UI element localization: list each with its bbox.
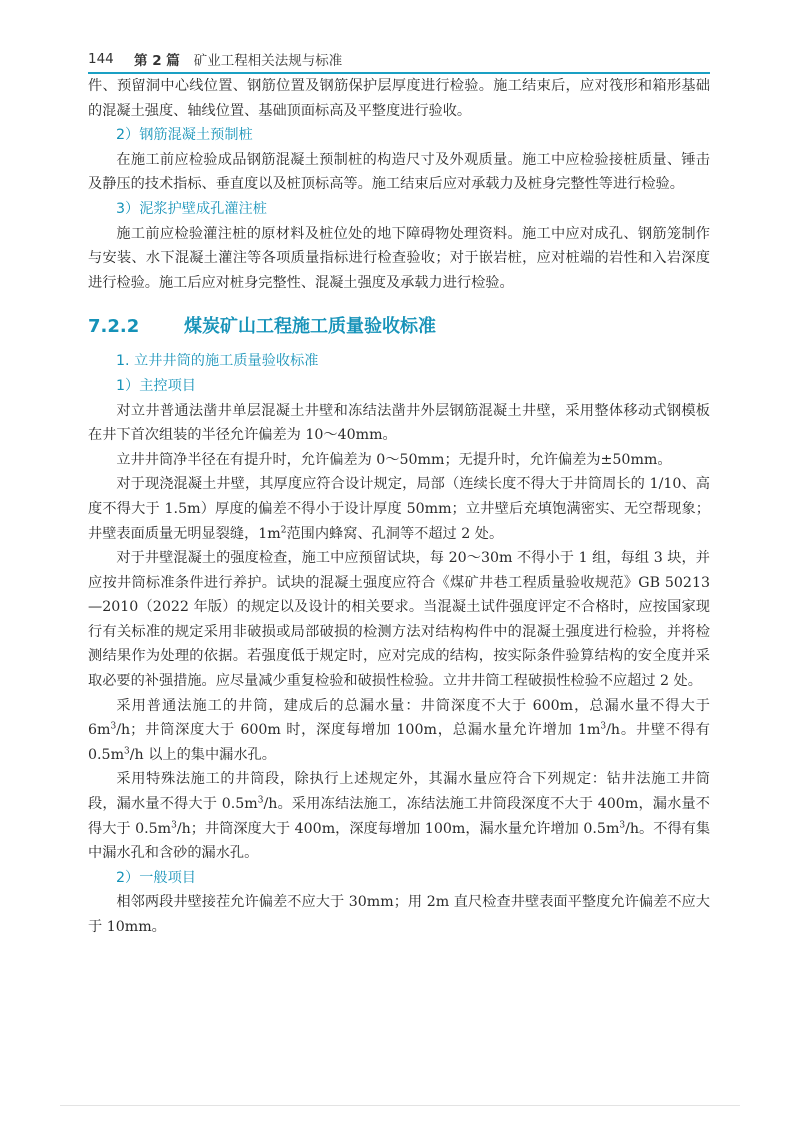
- bottom-rule: [60, 1105, 740, 1106]
- text-run: 采用特殊法施工的井筒段，除执行上述规定外，其漏水量应符合下列规定：钻井法施工井筒段，漏水量不得大于 0.5m: [88, 771, 710, 813]
- paragraph-intro: 件、预留洞中心线位置、钢筋位置及钢筋保护层厚度进行检验。施工结束后，应对筏形和箱形基础的混凝土强度、轴线位置、基础顶面标高及平整度进行验收。: [88, 78, 710, 119]
- paragraph-main-3: [88, 472, 710, 546]
- paragraph-main-4: 对于井壁混凝土的强度检查，施工中应预留试块，每 20～30m 不得小于 1 组，每组 3 块，并应按井筒标准条件进行养护。试块的混凝土强度应符合《煤矿井巷工程质量验收规范》GB 50213—2010（2022 年版）的规定以及设计的相关要求。当混凝土试件强度评定不合格时，应按国家现行有关标准的规定采用非破损或局部破损的检测方法对结构构件中的混凝土强度进行检验，并将检测结果作为处理的依据。若强度低于规定时，应对完成的结构，按实际条件验算结构的安全度并采取必要的补强措施。应尽量减少重复检验和破损性检验。立井井筒工程破损性检验不应超过 2 处。: [88, 550, 710, 690]
- superscript: 3: [124, 746, 130, 757]
- paragraph-bored-pile: 施工前应检验灌注桩的原材料及桩位处的地下障碍物处理资料。施工中应对成孔、钢筋笼制作与安装、水下混凝土灌注等各项质量指标进行检查验收；对于嵌岩桩，应对桩端的岩性和入岩深度进行检验。施工后应对桩身完整性、混凝土强度及承载力进行检验。: [88, 225, 710, 291]
- text-run: /h。井壁不得有 0.5m: [88, 722, 710, 763]
- heading-shaft: 1. 立井井筒的施工质量验收标准: [116, 353, 319, 370]
- superscript: 3: [619, 819, 626, 830]
- chapter-title: 矿业工程相关法规与标准: [193, 53, 343, 69]
- superscript: 3: [257, 795, 264, 806]
- text-run: 采用普通法施工的井筒，建成后的总漏水量：井筒深度不大于 600m，总漏水量不得大于 6m: [88, 697, 710, 739]
- text-run: /h；井筒深度大于 600m 时，深度每增加 100m，总漏水量允许增加 1m: [116, 722, 601, 739]
- paragraph-general-1: 相邻两段井壁接茬允许偏差不应大于 30mm；用 2m 直尺检查井壁表面平整度允许偏差不应大于 10mm。: [88, 894, 710, 935]
- superscript: 3: [110, 721, 117, 732]
- running-header: [88, 46, 710, 72]
- text-run: /h；井筒深度大于 400m，深度每增加 100m，漏水量允许增加 0.5m: [176, 820, 620, 837]
- section-heading: [88, 314, 710, 340]
- text-run: /h。不得有集中漏水孔和含砂的漏水孔。: [88, 820, 711, 862]
- heading-bored-pile: 3）泥浆护壁成孔灌注桩: [116, 200, 267, 217]
- chapter-label: 第 2 篇: [134, 53, 180, 69]
- paragraph-main-1: 对立井普通法凿井单层混凝土井壁和冻结法凿井外层钢筋混凝土井壁，采用整体移动式钢模板在井下首次组装的半径允许偏差为 10～40mm。: [88, 402, 710, 444]
- superscript: 3: [600, 721, 607, 732]
- paragraph-main-5: [88, 694, 710, 768]
- text-run: /h。采用冻结法施工，冻结法施工井筒段深度不大于 400m，漏水量不得大于 0.5m: [88, 796, 710, 837]
- section-number: 7.2.2: [88, 316, 140, 338]
- paragraph-main-6: [88, 767, 710, 865]
- superscript: 3: [171, 819, 177, 830]
- text-run: 对于现浇混凝土井壁，其厚度应符合设计规定，局部（连续长度不得大于井筒周长的 1/10、高度不得大于 1.5m）厚度的偏差不得小于设计厚度 50mm；立井壁后充填饱满密实、无空帮现象；井壁表面质量无明显裂缝，1m: [88, 476, 710, 542]
- heading-main-items: 1）主控项目: [116, 377, 196, 394]
- paragraph-rc-pile: 在施工前应检验成品钢筋混凝土预制桩的构造尺寸及外观质量。施工中应检验接桩质量、锤击及静压的技术指标、垂直度以及桩顶标高等。施工结束后应对承载力及桩身完整性等进行检验。: [88, 151, 710, 193]
- heading-general-items: 2）一般项目: [116, 869, 196, 886]
- page-number: 144: [88, 51, 114, 67]
- paragraph-main-2: 立井井筒净半径在有提升时，允许偏差为 0～50mm；无提升时，允许偏差为±50mm。: [116, 451, 672, 468]
- text-run: /h 以上的集中漏水孔。: [129, 746, 276, 763]
- heading-rc-pile: 2）钢筋混凝土预制桩: [116, 127, 253, 144]
- section-title: 煤炭矿山工程施工质量验收标准: [184, 316, 436, 338]
- page-body: [88, 74, 710, 940]
- superscript: 2: [280, 524, 287, 535]
- text-run: 范围内蜂窝、孔洞等不超过 2 处。: [286, 525, 504, 542]
